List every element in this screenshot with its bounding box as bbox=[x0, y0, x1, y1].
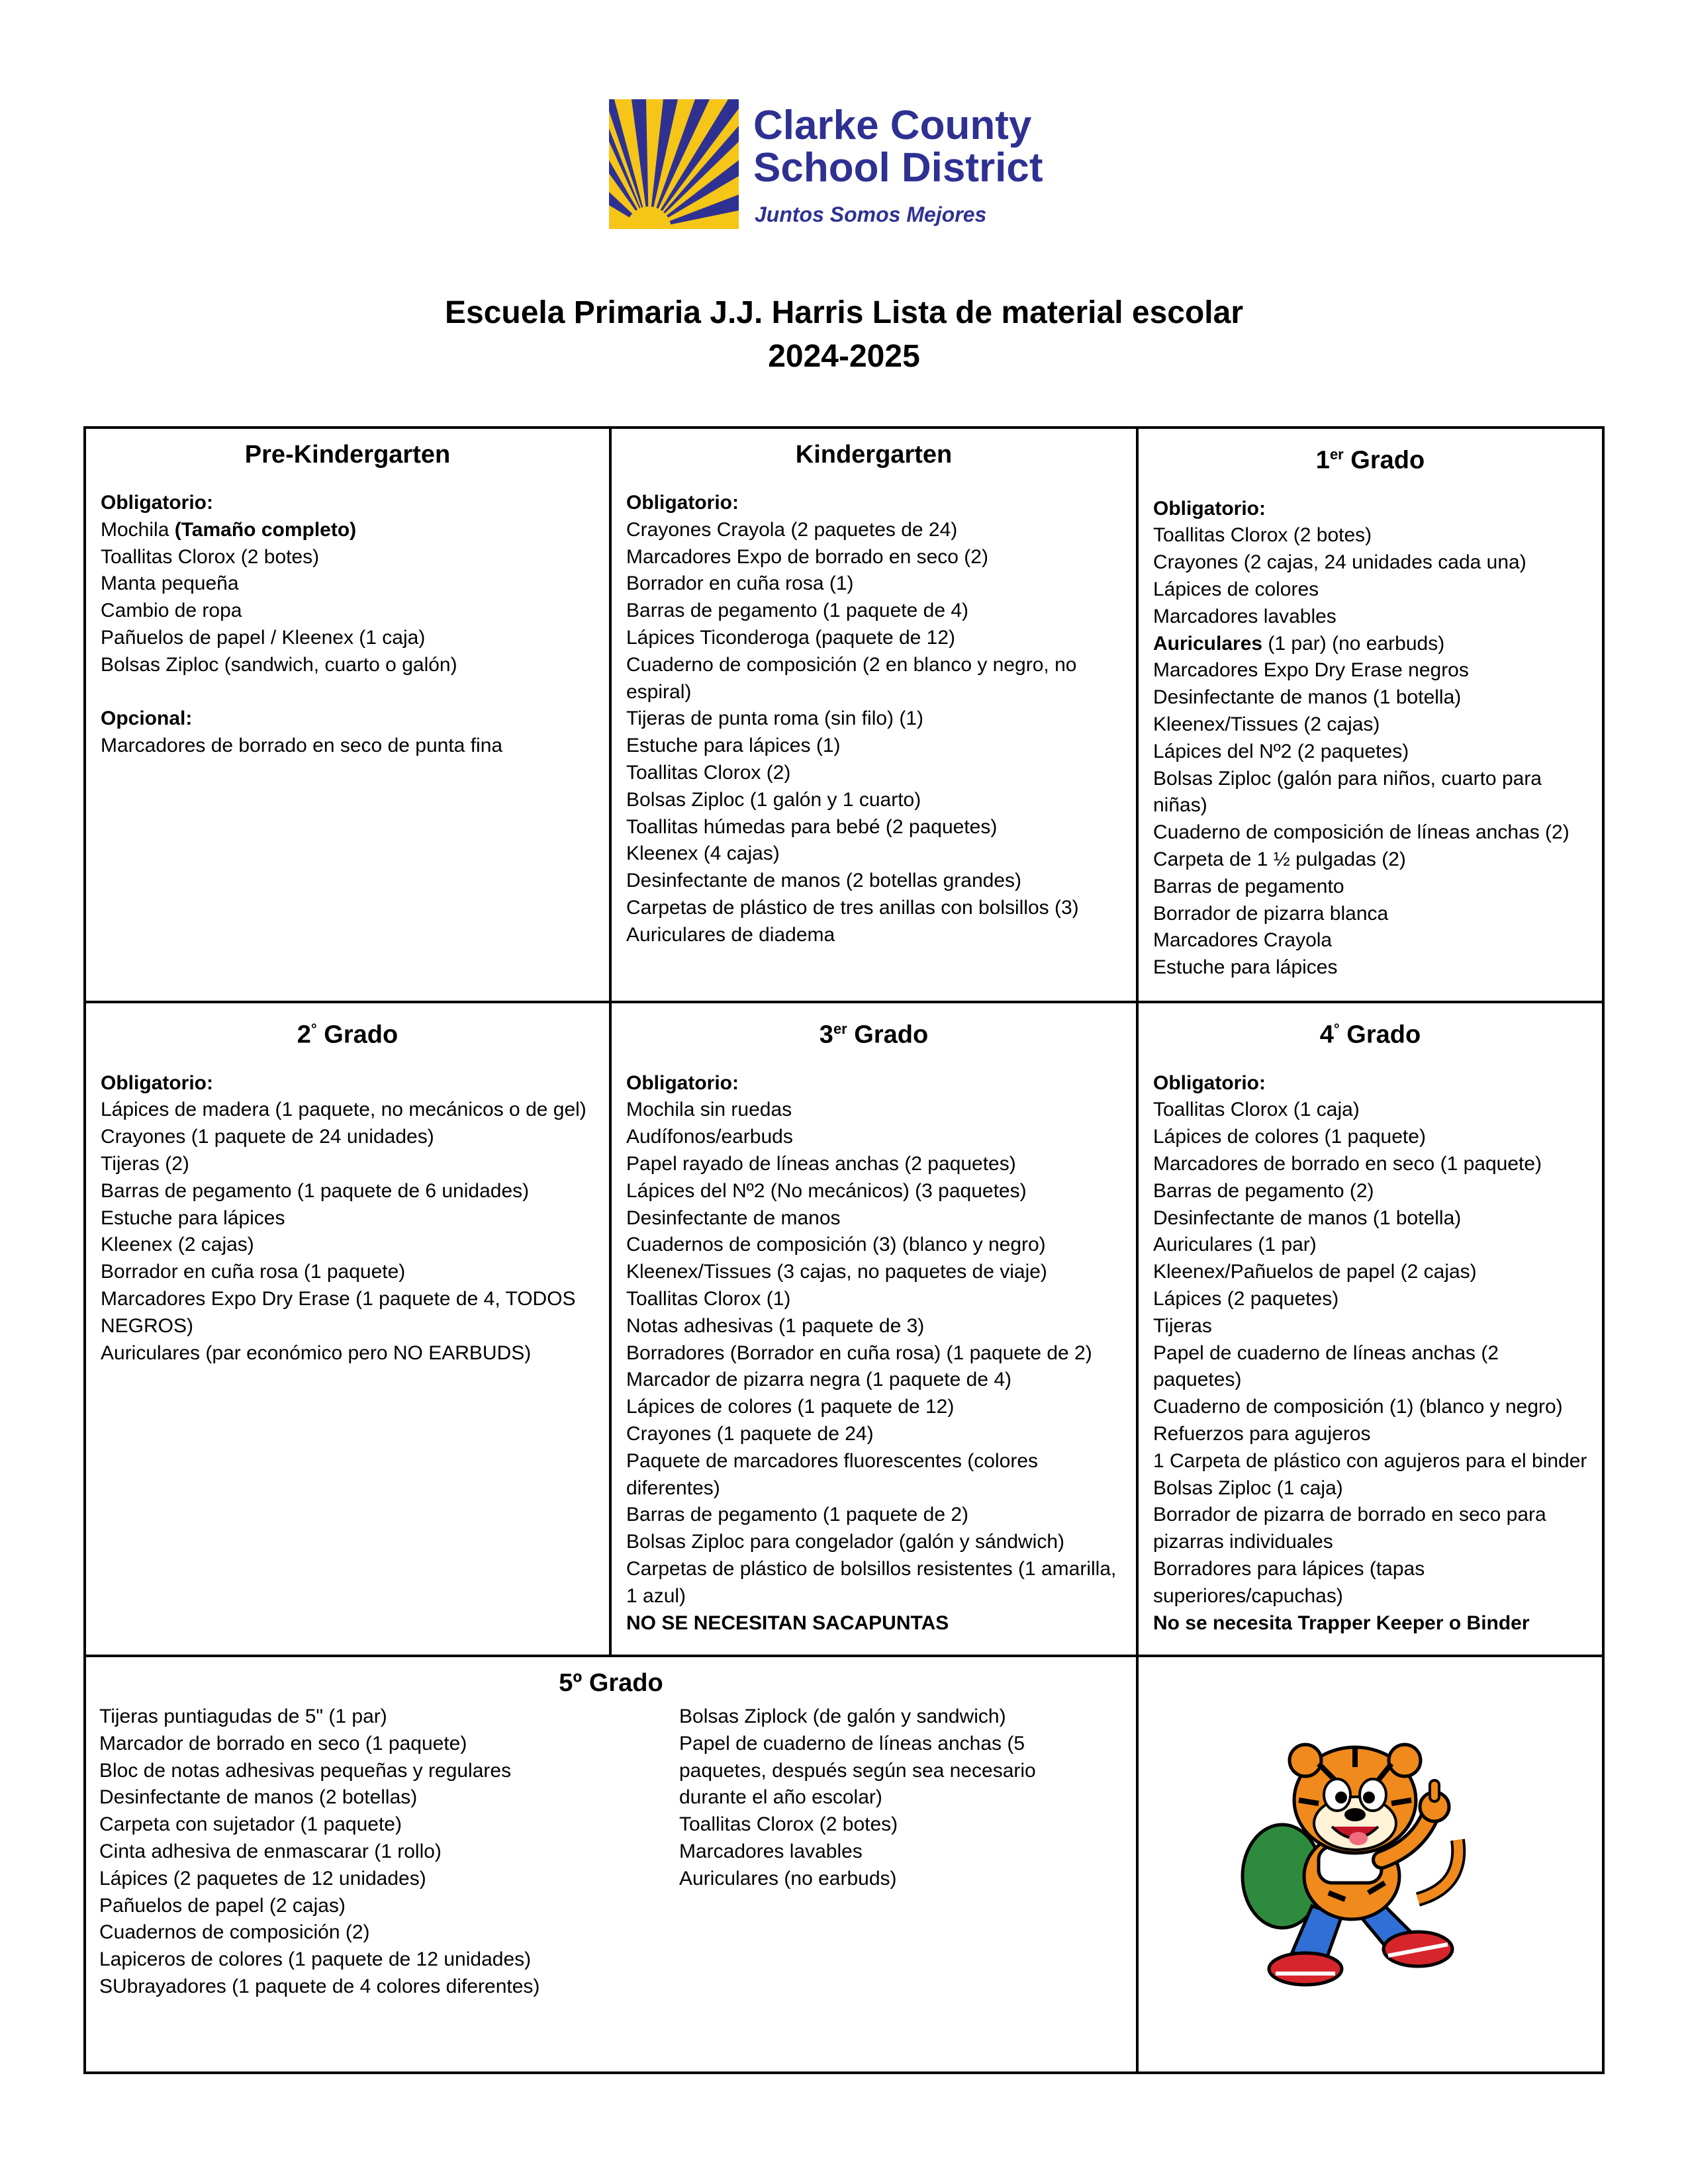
list-item: Carpetas de plástico de tres anillas con bolsillos (3) bbox=[626, 896, 1079, 919]
list-item: Marcadores Crayola bbox=[1153, 929, 1333, 952]
list-item: Auriculares (no earbuds) bbox=[679, 1867, 897, 1889]
list-item: Desinfectante de manos (2 botellas grandes) bbox=[626, 870, 1022, 892]
optional-label: Opcional: bbox=[101, 707, 193, 730]
list-item: Lápices de madera (1 paquete, no mecánicos o de gel) bbox=[101, 1099, 586, 1121]
list-item: Refuerzos para agujeros bbox=[1153, 1423, 1371, 1445]
list-item: Toallitas Clorox (1 caja) bbox=[1153, 1099, 1360, 1121]
cell-pre-kindergarten bbox=[86, 429, 609, 1001]
list-item: Borrador de pizarra blanca bbox=[1153, 902, 1389, 925]
list-item: Cambio de ropa bbox=[101, 600, 242, 622]
grade-title: 3er Grado bbox=[819, 1021, 929, 1049]
list-item: Carpeta de 1 ½ pulgadas (2) bbox=[1153, 848, 1406, 871]
required-list bbox=[101, 1097, 594, 1367]
list-item: Toallitas Clorox (2 botes) bbox=[1153, 524, 1372, 547]
grade5-list-left bbox=[99, 1704, 629, 2001]
list-item: Papel rayado de líneas anchas (2 paquetes) bbox=[626, 1153, 1016, 1175]
grade-title: Pre-Kindergarten bbox=[244, 441, 451, 469]
required-label: Obligatorio: bbox=[101, 492, 213, 514]
list-item: Toallitas Clorox (2 botes) bbox=[679, 1813, 898, 1836]
grade-title: Kindergarten bbox=[795, 441, 953, 469]
grade-title: 5º Grado bbox=[559, 1669, 663, 1697]
list-item: Toallitas Clorox (2 botes) bbox=[101, 545, 320, 568]
required-list bbox=[626, 517, 1121, 949]
list-item: Bloc de notas adhesivas pequeñas y regulares bbox=[99, 1759, 512, 1782]
cell-kindergarten bbox=[612, 429, 1136, 1001]
list-item: Cuadernos de composición (3) (blanco y negro) bbox=[626, 1234, 1046, 1256]
list-item: Carpeta con sujetador (1 paquete) bbox=[99, 1813, 402, 1836]
district-name-line1: Clarke County bbox=[753, 103, 1032, 148]
list-item: Bolsas Ziplock (de galón y sandwich) bbox=[679, 1706, 1006, 1727]
required-list bbox=[626, 1097, 1121, 1610]
list-item: Cuadernos de composición (2) bbox=[99, 1921, 370, 1944]
list-item: Marcadores lavables bbox=[679, 1840, 863, 1862]
list-item: Marcadores de borrado en seco (1 paquete) bbox=[1153, 1153, 1542, 1175]
grade-title: 4° Grado bbox=[1319, 1021, 1421, 1049]
required-label: Obligatorio: bbox=[626, 492, 739, 514]
list-item: Lápices (2 paquetes de 12 unidades) bbox=[99, 1867, 426, 1889]
list-item: Borrador de pizarra de borrado en seco para pizarras individuales bbox=[1153, 1504, 1546, 1553]
list-item: Estuche para lápices bbox=[1153, 956, 1338, 979]
district-tagline: Juntos Somos Mejores bbox=[755, 203, 987, 226]
list-item: Barras de pegamento (1 paquete de 6 unidades) bbox=[101, 1179, 530, 1202]
list-item: Papel de cuaderno de líneas anchas (5 paquetes, después según sea necesario durante el año escolar) bbox=[679, 1732, 1036, 1809]
list-item: Kleenex/Pañuelos de papel (2 cajas) bbox=[1153, 1261, 1477, 1283]
list-item: Desinfectante de manos (2 botellas) bbox=[99, 1786, 418, 1809]
list-item: Tijeras de punta roma (sin filo) (1) bbox=[626, 707, 924, 730]
list-item: Marcadores Expo Dry Erase negros bbox=[1153, 659, 1469, 682]
grade-note: No se necesita Trapper Keeper o Binder bbox=[1153, 1612, 1530, 1634]
list-item: Lápices de colores (1 paquete de 12) bbox=[626, 1396, 955, 1418]
district-logo bbox=[609, 99, 1086, 238]
list-item: Bolsas Ziploc (sandwich, cuarto o galón) bbox=[101, 653, 457, 676]
list-item: Marcadores Expo Dry Erase (1 paquete de 4, TODOS NEGROS) bbox=[101, 1288, 576, 1337]
list-item: Desinfectante de manos (1 botella) bbox=[1153, 686, 1462, 709]
list-item: Mochila sin ruedas bbox=[626, 1099, 792, 1121]
list-item: Borrador en cuña rosa (1 paquete) bbox=[101, 1261, 406, 1283]
title-year: 2024-2025 bbox=[768, 339, 920, 374]
list-item: Crayones (1 paquete de 24) bbox=[626, 1423, 874, 1445]
grade5-list-right bbox=[679, 1704, 1103, 1893]
list-item: Manta pequeña bbox=[101, 572, 239, 595]
list-item: Pañuelos de papel / Kleenex (1 caja) bbox=[101, 626, 426, 649]
title-line1: Escuela Primaria J.J. Harris Lista de material escolar bbox=[445, 295, 1243, 330]
list-item: Crayones (2 cajas, 24 unidades cada una) bbox=[1153, 551, 1526, 574]
list-item: Barras de pegamento (1 paquete de 2) bbox=[626, 1504, 969, 1526]
list-item: Bolsas Ziploc para congelador (galón y sándwich) bbox=[626, 1531, 1065, 1553]
list-item: Lápices del Nº2 (2 paquetes) bbox=[1153, 740, 1409, 762]
list-item: Pañuelos de papel (2 cajas) bbox=[99, 1894, 346, 1917]
sunburst-logo-icon bbox=[609, 99, 739, 229]
list-item: Marcador de pizarra negra (1 paquete de 4) bbox=[626, 1369, 1012, 1391]
required-list bbox=[1153, 522, 1587, 981]
list-item: Lápices del Nº2 (No mecánicos) (3 paquetes) bbox=[626, 1179, 1027, 1202]
list-item: Marcadores lavables bbox=[1153, 605, 1336, 627]
list-item: Barras de pegamento (2) bbox=[1153, 1179, 1374, 1202]
list-item: Papel de cuaderno de líneas anchas (2 paquetes) bbox=[1153, 1342, 1499, 1391]
list-item: Lapiceros de colores (1 paquete de 12 unidades) bbox=[99, 1948, 532, 1971]
list-item: Barras de pegamento bbox=[1153, 875, 1344, 897]
list-item: Lápices Ticonderoga (paquete de 12) bbox=[626, 626, 956, 649]
list-item: Audífonos/earbuds bbox=[626, 1126, 793, 1148]
list-item: Bolsas Ziploc (1 galón y 1 cuarto) bbox=[626, 788, 921, 811]
list-item: Estuche para lápices bbox=[101, 1206, 285, 1229]
list-item: 1 Carpeta de plástico con agujeros para el binder bbox=[1153, 1449, 1587, 1472]
list-item: Lápices (2 paquetes) bbox=[1153, 1288, 1339, 1310]
list-item: Cuaderno de composición de líneas anchas (2) bbox=[1153, 821, 1570, 844]
required-label: Obligatorio: bbox=[101, 1071, 213, 1094]
list-item: Carpetas de plástico de bolsillos resistentes (1 amarilla, 1 azul) bbox=[626, 1558, 1117, 1607]
list-item: Tijeras bbox=[1153, 1314, 1212, 1337]
list-item: Marcador de borrado en seco (1 paquete) bbox=[99, 1732, 467, 1754]
list-item: Auriculares (1 par) (no earbuds) bbox=[1153, 632, 1445, 655]
required-label: Obligatorio: bbox=[626, 1071, 739, 1094]
list-item: Borrador en cuña rosa (1) bbox=[626, 572, 854, 595]
required-label: Obligatorio: bbox=[1153, 497, 1266, 520]
list-item: Marcadores Expo de borrado en seco (2) bbox=[626, 545, 988, 568]
list-item: Kleenex (4 cajas) bbox=[626, 842, 780, 865]
list-item: Cuaderno de composición (1) (blanco y negro) bbox=[1153, 1396, 1563, 1418]
list-item: SUbrayadores (1 paquete de 4 colores diferentes) bbox=[99, 1975, 540, 1997]
grade-note: NO SE NECESITAN SACAPUNTAS bbox=[626, 1612, 949, 1634]
list-item: Tijeras puntiagudas de 5" (1 par) bbox=[99, 1706, 387, 1727]
list-item: Auriculares de diadema bbox=[626, 923, 835, 946]
list-item: Kleenex/Tissues (2 cajas) bbox=[1153, 713, 1380, 736]
required-list bbox=[1153, 1097, 1587, 1610]
list-item: Auriculares (par económico pero NO EARBUDS) bbox=[101, 1342, 532, 1364]
list-item: Auriculares (1 par) bbox=[1153, 1234, 1317, 1256]
list-item: Bolsas Ziploc (1 caja) bbox=[1153, 1477, 1343, 1499]
required-list bbox=[101, 544, 594, 679]
list-item: Toallitas húmedas para bebé (2 paquetes) bbox=[626, 815, 998, 838]
list-item: Toallitas Clorox (1) bbox=[626, 1288, 791, 1310]
cell-grade-4 bbox=[1139, 1003, 1602, 1655]
list-item: Barras de pegamento (1 paquete de 4) bbox=[626, 600, 969, 622]
list-item: Cuaderno de composición (2 en blanco y negro, no espiral) bbox=[626, 653, 1077, 703]
cell-grade-5 bbox=[86, 1657, 1136, 2071]
list-item: Marcadores de borrado en seco de punta fina bbox=[101, 735, 503, 757]
list-item: Borradores para lápices (tapas superiores/capuchas) bbox=[1153, 1558, 1425, 1607]
list-item: Paquete de marcadores fluorescentes (colores diferentes) bbox=[626, 1449, 1039, 1499]
list-item: Tijeras (2) bbox=[101, 1153, 189, 1175]
list-item: Lápices de colores bbox=[1153, 578, 1319, 601]
list-item: Cinta adhesiva de enmascarar (1 rollo) bbox=[99, 1840, 442, 1862]
list-item: Lápices de colores (1 paquete) bbox=[1153, 1126, 1426, 1148]
list-item: Bolsas Ziploc (galón para niños, cuarto para niñas) bbox=[1153, 767, 1542, 817]
list-item: Crayones Crayola (2 paquetes de 24) bbox=[626, 518, 958, 541]
district-name-line2: School District bbox=[753, 145, 1043, 191]
document-title bbox=[0, 291, 1688, 379]
required-label: Obligatorio: bbox=[1153, 1071, 1266, 1094]
list-item: Toallitas Clorox (2) bbox=[626, 761, 791, 784]
list-item: Estuche para lápices (1) bbox=[626, 735, 841, 757]
cell-grade-1 bbox=[1139, 429, 1602, 1001]
list-item: Kleenex (2 cajas) bbox=[101, 1234, 254, 1256]
grade-title: 2° Grado bbox=[297, 1021, 399, 1049]
cell-grade-3 bbox=[612, 1003, 1136, 1655]
list-item: Kleenex/Tissues (3 cajas, no paquetes de viaje) bbox=[626, 1261, 1047, 1283]
grade-title: 1er Grado bbox=[1315, 446, 1425, 475]
list-item: Desinfectante de manos bbox=[626, 1206, 841, 1229]
list-item: Mochila (Tamaño completo) bbox=[101, 518, 357, 541]
district-name bbox=[753, 105, 1043, 189]
list-item: Notas adhesivas (1 paquete de 3) bbox=[626, 1314, 925, 1337]
tiger-mascot-icon bbox=[1219, 1734, 1497, 1999]
cell-grade-2 bbox=[86, 1003, 609, 1655]
list-item: Desinfectante de manos (1 botella) bbox=[1153, 1206, 1462, 1229]
list-item: Borradores (Borrador en cuña rosa) (1 paquete de 2) bbox=[626, 1342, 1092, 1364]
list-item: Crayones (1 paquete de 24 unidades) bbox=[101, 1126, 434, 1148]
